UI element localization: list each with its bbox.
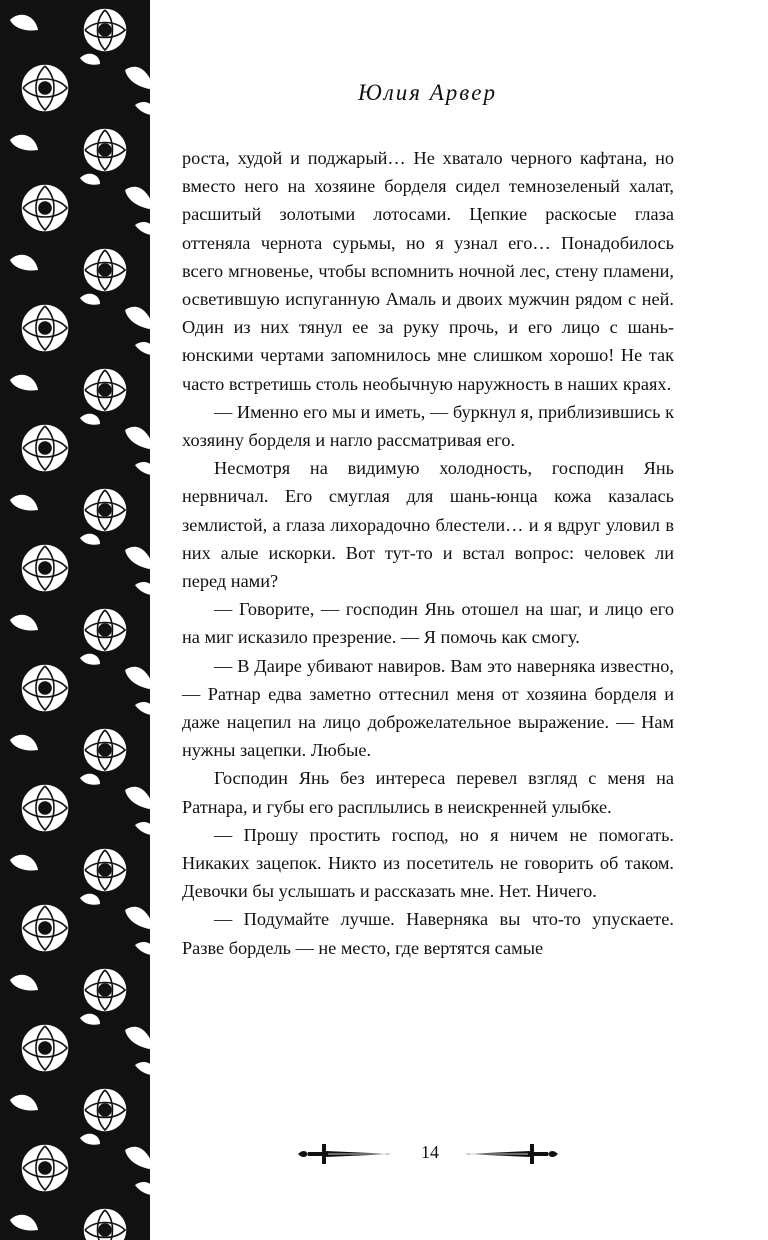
page-footer — [290, 1138, 570, 1170]
paragraph: роста, худой и поджарый… Не хватало черного кафтана, но вместо него на хозяине борделя сидел темнозеленый халат, расшитый золотыми лотосами. Цепкие раскосые глаза оттеняла чернота сурьмы, но я узнал его… Понадобилось всего мгновенье, чтобы вспомнить ночной лес, стену пламени, осветившую испуганную Амаль и двоих мужчин рядом с ней. Один из них тянул ее за руку прочь, и его лицо с шань-юнскими чертами запомнилось мне слишком хорошо! Не так часто встретишь столь необычную наружность в наших краях. — [182, 148, 674, 394]
paragraph: Господин Янь без интереса перевел взгляд с меня на Ратнара, и губы его расплылись в неискренней улыбке. — [182, 768, 674, 817]
paragraph: — Именно его мы и иметь, — буркнул я, приблизившись к хозяину борделя и нагло рассматривая его. — [182, 401, 674, 451]
dagger-left-icon — [296, 1142, 394, 1166]
dagger-right-icon — [462, 1142, 560, 1166]
body-text — [182, 144, 674, 962]
running-head-author: Юлия Арвер — [358, 80, 497, 105]
floral-border-icon — [0, 0, 160, 1240]
paragraph: — Говорите, — господин Янь отошел на шаг, и лицо его на миг исказило презрение. — Я помочь как смогу. — [182, 599, 674, 648]
paragraph: — В Даире убивают навиров. Вам это наверняка известно, — Ратнар едва заметно оттеснил меня от хозяина борделя и даже нацепил на лицо доброжелательное выражение. — Нам нужны зацепки. Любые. — [182, 655, 674, 761]
paragraph: — Подумайте лучше. Наверняка вы что-то упускаете. Разве бордель — не место, где вертятся самые — [182, 909, 674, 958]
paragraph: Несмотря на видимую холодность, господин Янь нервничал. Его смуглая для шань-юнца кожа казалась землистой, а глаза лихорадочно блестели… и я вдруг уловил в них алые искорки. Вот тут-то и встал вопрос: человек ли перед нами? — [182, 458, 674, 592]
paragraph: — Прошу простить господ, но я ничем не помогать. Никаких зацепок. Никто из посетитель не говорить об таком. Девочки бы услышать и рассказать мне. Нет. Ничего. — [182, 824, 674, 902]
page-number: 14 — [421, 1142, 439, 1162]
